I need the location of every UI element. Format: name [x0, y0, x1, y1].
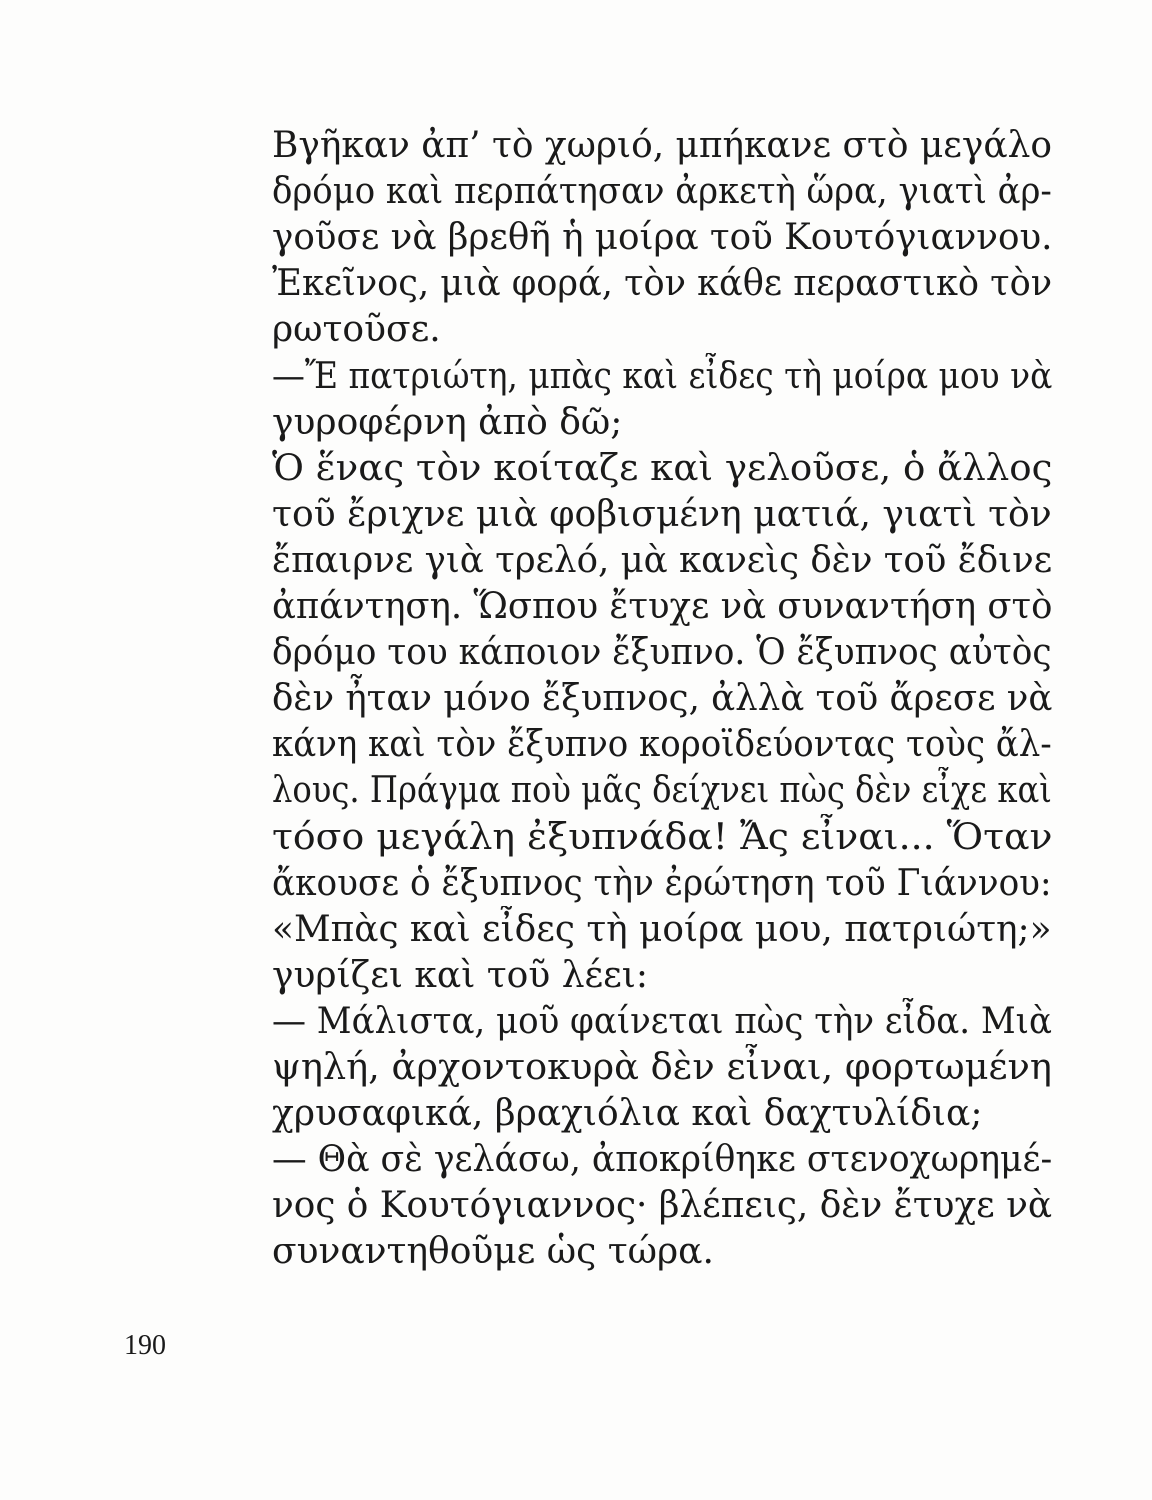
text-line: χρυσαφικά, βραχιόλια καὶ δαχτυλίδια;: [272, 1093, 983, 1135]
text-line: ἀπάντηση. Ὥσπου ἔτυχε νὰ συναντήση στὸ: [272, 586, 1053, 627]
text-line: —Ἔ πατριώτη, μπὰς καὶ εἶδες τὴ μοίρα μου νὰ: [272, 355, 1053, 397]
text-line: νος ὁ Κουτόγιαννος· βλέπεις, δὲν ἔτυχε νὰ: [272, 1185, 1053, 1227]
text-line: δρόμο καὶ περπάτησαν ἀρκετὴ ὥρα, γιατὶ ἀρ-: [272, 171, 1052, 213]
text-line: γυρίζει καὶ τοῦ λέει:: [272, 954, 649, 996]
text-line: «Μπὰς καὶ εἶδες τὴ μοίρα μου, πατριώτη;»: [272, 908, 1052, 950]
text-line: Ἐκεῖνος, μιὰ φορά, τὸν κάθε περαστικὸ τὸν: [272, 263, 1053, 305]
page-number: 190: [124, 1330, 166, 1361]
text-line: Ὁ ἕνας τὸν κοίταζε καὶ γελοῦσε, ὁ ἄλλος: [272, 447, 1053, 489]
text-line: ἔπαιρνε γιὰ τρελό, μὰ κανεὶς δὲν τοῦ ἔδινε: [272, 539, 1053, 581]
text-line: ἄκουσε ὁ ἔξυπνος τὴν ἐρώτηση τοῦ Γιάννου:: [272, 862, 1052, 904]
text-line: γυροφέρνη ἀπὸ δῶ;: [272, 401, 623, 443]
text-line: ρωτοῦσε.: [272, 309, 441, 351]
text-line: — Θὰ σὲ γελάσω, ἀποκρίθηκε στενοχωρημέ-: [272, 1139, 1053, 1181]
text-line: — Μάλιστα, μοῦ φαίνεται πὼς τὴν εἶδα. Μιὰ: [272, 1000, 1052, 1042]
text-line: γοῦσε νὰ βρεθῆ ἡ μοίρα τοῦ Κουτόγιαννου.: [272, 217, 1053, 259]
text-line: δὲν ἦταν μόνο ἔξυπνος, ἀλλὰ τοῦ ἄρεσε νὰ: [272, 678, 1053, 720]
text-line: λους. Πράγμα ποὺ μᾶς δείχνει πὼς δὲν εἶχε καὶ: [272, 770, 1052, 812]
text-line: ψηλή, ἀρχοντοκυρὰ δὲν εἶναι, φορτωμένη: [272, 1047, 1052, 1088]
text-line: κάνη καὶ τὸν ἔξυπνο κοροϊδεύοντας τοὺς ἄλ-: [272, 724, 1052, 766]
text-line: Βγῆκαν ἀπ’ τὸ χωριό, μπήκανε στὸ μεγάλο: [272, 125, 1052, 166]
text-line: τόσο μεγάλη ἐξυπνάδα! Ἄς εἶναι... Ὅταν: [272, 816, 1053, 858]
text-line: δρόμο του κάποιον ἔξυπνο. Ὁ ἔξυπνος αὐτὸς: [272, 632, 1052, 674]
text-line: τοῦ ἔριχνε μιὰ φοβισμένη ματιά, γιατὶ τὸν: [272, 493, 1052, 535]
text-line: συναντηθοῦμε ὡς τώρα.: [272, 1231, 714, 1273]
